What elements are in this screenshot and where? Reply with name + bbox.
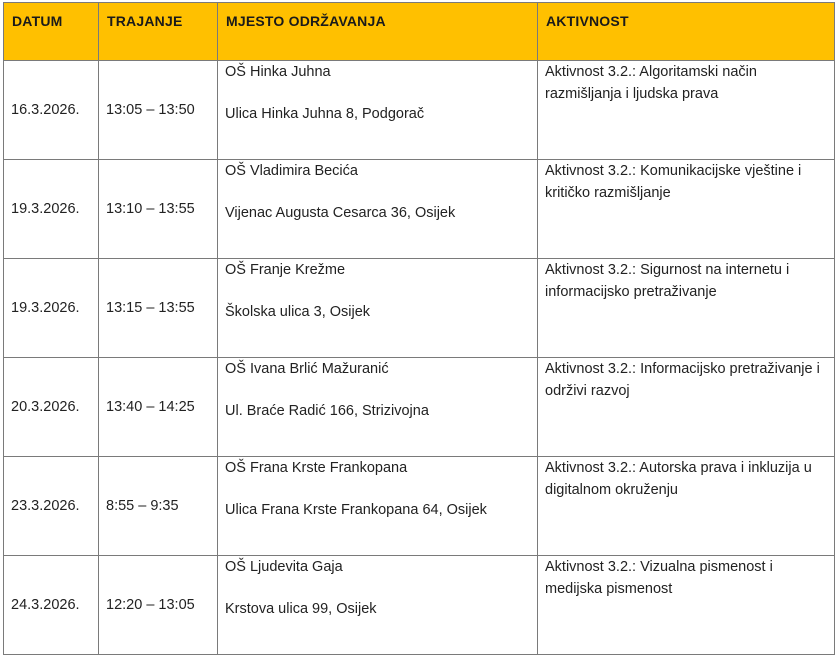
cell-aktivnost: Aktivnost 3.2.: Informacijsko pretraživanje i održivi razvoj [538,358,835,457]
table-row [4,556,835,655]
cell-datum: 19.3.2026. [4,160,99,259]
header-trajanje: TRAJANJE [99,3,218,61]
cell-trajanje: 13:15 – 13:55 [99,259,218,358]
table-row [4,457,835,556]
cell-mjesto [218,358,538,457]
cell-mjesto [218,160,538,259]
cell-mjesto [218,457,538,556]
school-name: OŠ Ivana Brlić Mažuranić [225,361,389,377]
cell-aktivnost: Aktivnost 3.2.: Komunikacijske vještine i kritičko razmišljanje [538,160,835,259]
cell-datum: 16.3.2026. [4,61,99,160]
school-address: Školska ulica 3, Osijek [225,304,371,320]
cell-mjesto [218,61,538,160]
table-body [4,61,835,655]
cell-aktivnost: Aktivnost 3.2.: Sigurnost na internetu i informacijsko pretraživanje [538,259,835,358]
table-header [4,3,835,61]
header-mjesto: MJESTO ODRŽAVANJA [218,3,538,61]
school-address: Vijenac Augusta Cesarca 36, Osijek [225,205,456,221]
table-row [4,358,835,457]
cell-datum: 19.3.2026. [4,259,99,358]
table-row [4,160,835,259]
school-address: Ulica Frana Krste Frankopana 64, Osijek [225,502,487,518]
school-name: OŠ Franje Krežme [225,262,346,278]
school-name: OŠ Vladimira Becića [225,163,358,179]
school-name: OŠ Hinka Juhna [225,64,331,80]
cell-trajanje: 12:20 – 13:05 [99,556,218,655]
school-name: OŠ Frana Krste Frankopana [225,460,408,476]
cell-mjesto [218,259,538,358]
cell-aktivnost: Aktivnost 3.2.: Algoritamski način razmišljanja i ljudska prava [538,61,835,160]
header-aktivnost: AKTIVNOST [538,3,835,61]
school-address: Ul. Braće Radić 166, Strizivojna [225,403,429,419]
cell-trajanje: 13:40 – 14:25 [99,358,218,457]
school-name: OŠ Ljudevita Gaja [225,559,343,575]
cell-aktivnost: Aktivnost 3.2.: Autorska prava i inkluzija u digitalnom okruženju [538,457,835,556]
table-row [4,61,835,160]
cell-trajanje: 13:10 – 13:55 [99,160,218,259]
cell-mjesto [218,556,538,655]
cell-trajanje: 13:05 – 13:50 [99,61,218,160]
cell-trajanje: 8:55 – 9:35 [99,457,218,556]
header-row [4,3,835,61]
header-datum: DATUM [4,3,99,61]
school-address: Ulica Hinka Juhna 8, Podgorač [225,106,425,122]
table-row [4,259,835,358]
cell-datum: 24.3.2026. [4,556,99,655]
cell-datum: 20.3.2026. [4,358,99,457]
schedule-table [3,2,835,655]
school-address: Krstova ulica 99, Osijek [225,601,377,617]
cell-aktivnost: Aktivnost 3.2.: Vizualna pismenost i medijska pismenost [538,556,835,655]
cell-datum: 23.3.2026. [4,457,99,556]
